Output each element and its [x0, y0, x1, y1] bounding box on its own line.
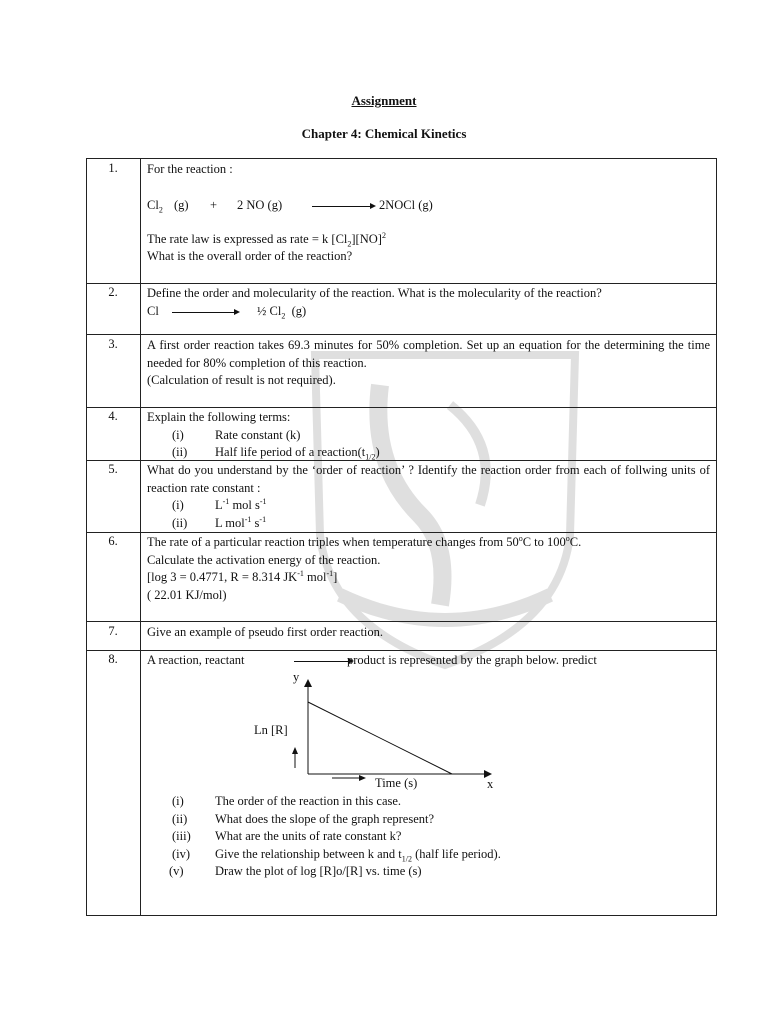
question-number: 6. [108, 534, 118, 548]
row-divider [86, 334, 717, 335]
question-number: 8. [108, 652, 118, 666]
question-number: 1. [108, 161, 118, 175]
question-number: 3. [108, 337, 118, 351]
question-7: Give an example of pseudo first order reaction. [147, 625, 384, 639]
column-divider [140, 158, 141, 916]
question-number: 4. [108, 409, 118, 423]
assignment-title: Assignment [351, 93, 417, 108]
row-divider [86, 621, 717, 622]
reaction-arrow-icon [172, 312, 238, 313]
question-3: A first order reaction takes 69.3 minutes for 50% completion. Set up an equation for the determining the time needed for 80% completion of this reaction. (Calculation of result is not required). [147, 338, 710, 387]
question-5: What do you understand by the ‘order of reaction’ ? Identify the reaction order from each of follwing units of reaction rate constant : (i) $L^{-1}$ mol $s^{-1}$ (ii) L mol$^{-1}$ $s^{-1}$ [147, 463, 710, 530]
reaction-arrow-icon [312, 206, 374, 207]
graph-y-label: y [293, 670, 300, 684]
chapter-title: Chapter 4: Chemical Kinetics [301, 126, 467, 141]
question-2: Define the order and molecularity of the reaction. What is the molecularity of the reaction? Cl ½ $Cl_2$ (g) [147, 286, 602, 320]
row-divider [86, 650, 717, 651]
question-1: For the reaction : $Cl_2$ (g) + 2 NO (g) 2NOCl (g) The rate law is expressed as rate = k $[Cl_2][NO]^2$ What is the overall order of the reaction? [147, 161, 710, 266]
row-divider [86, 407, 717, 408]
question-number: 2. [108, 285, 118, 299]
row-divider [86, 532, 717, 533]
question-6: The rate of a particular reaction triples when temperature changes from 50$^o$C to 100$^o$C. Calculate the activation energy of the reaction. [log 3 = 0.4771, R = 8.314 $JK^{-1}$ mol$^{-1}$] ( 22.01 KJ/mol) [147, 533, 582, 602]
graph-ln-label: Ln [R] [254, 723, 288, 737]
question-8-subitems: (i) The order of the reaction in this case. (ii) What does the slope of the graph represent? (iii) What are the units of rate constant k? (iv) Give the relationship between k and $t_{1/2}$ (half life period). (v) Draw the plot of log [R]o/[R] vs. time (s) [169, 794, 501, 878]
question-4: Explain the following terms: (i) Rate constant (k) (ii) Half life period of a $reaction(t_{1/2})$ [147, 410, 380, 462]
question-number: 5. [108, 462, 118, 476]
reaction-equation: $Cl_2$ (g) + 2 NO (g) 2NOCl (g) [147, 197, 433, 214]
row-divider [86, 283, 717, 284]
question-8: A reaction, reactant product is represented by the graph below. predict y Ln [R] Time (s) x (i) The order of the reaction in this case. (ii) What does the slope of the graph represent? (iii) What are the units of rate constant k? (iv) Give the relationship between k and $t_{1/2}$ (half life period). (v) Draw the plot of log [R]o/[R] vs. time (s) [147, 652, 710, 912]
graph-x-label: x [487, 777, 494, 791]
reaction-arrow-icon [294, 661, 352, 662]
question-number: 7. [108, 624, 118, 638]
graph-time-label: Time (s) [375, 776, 418, 790]
